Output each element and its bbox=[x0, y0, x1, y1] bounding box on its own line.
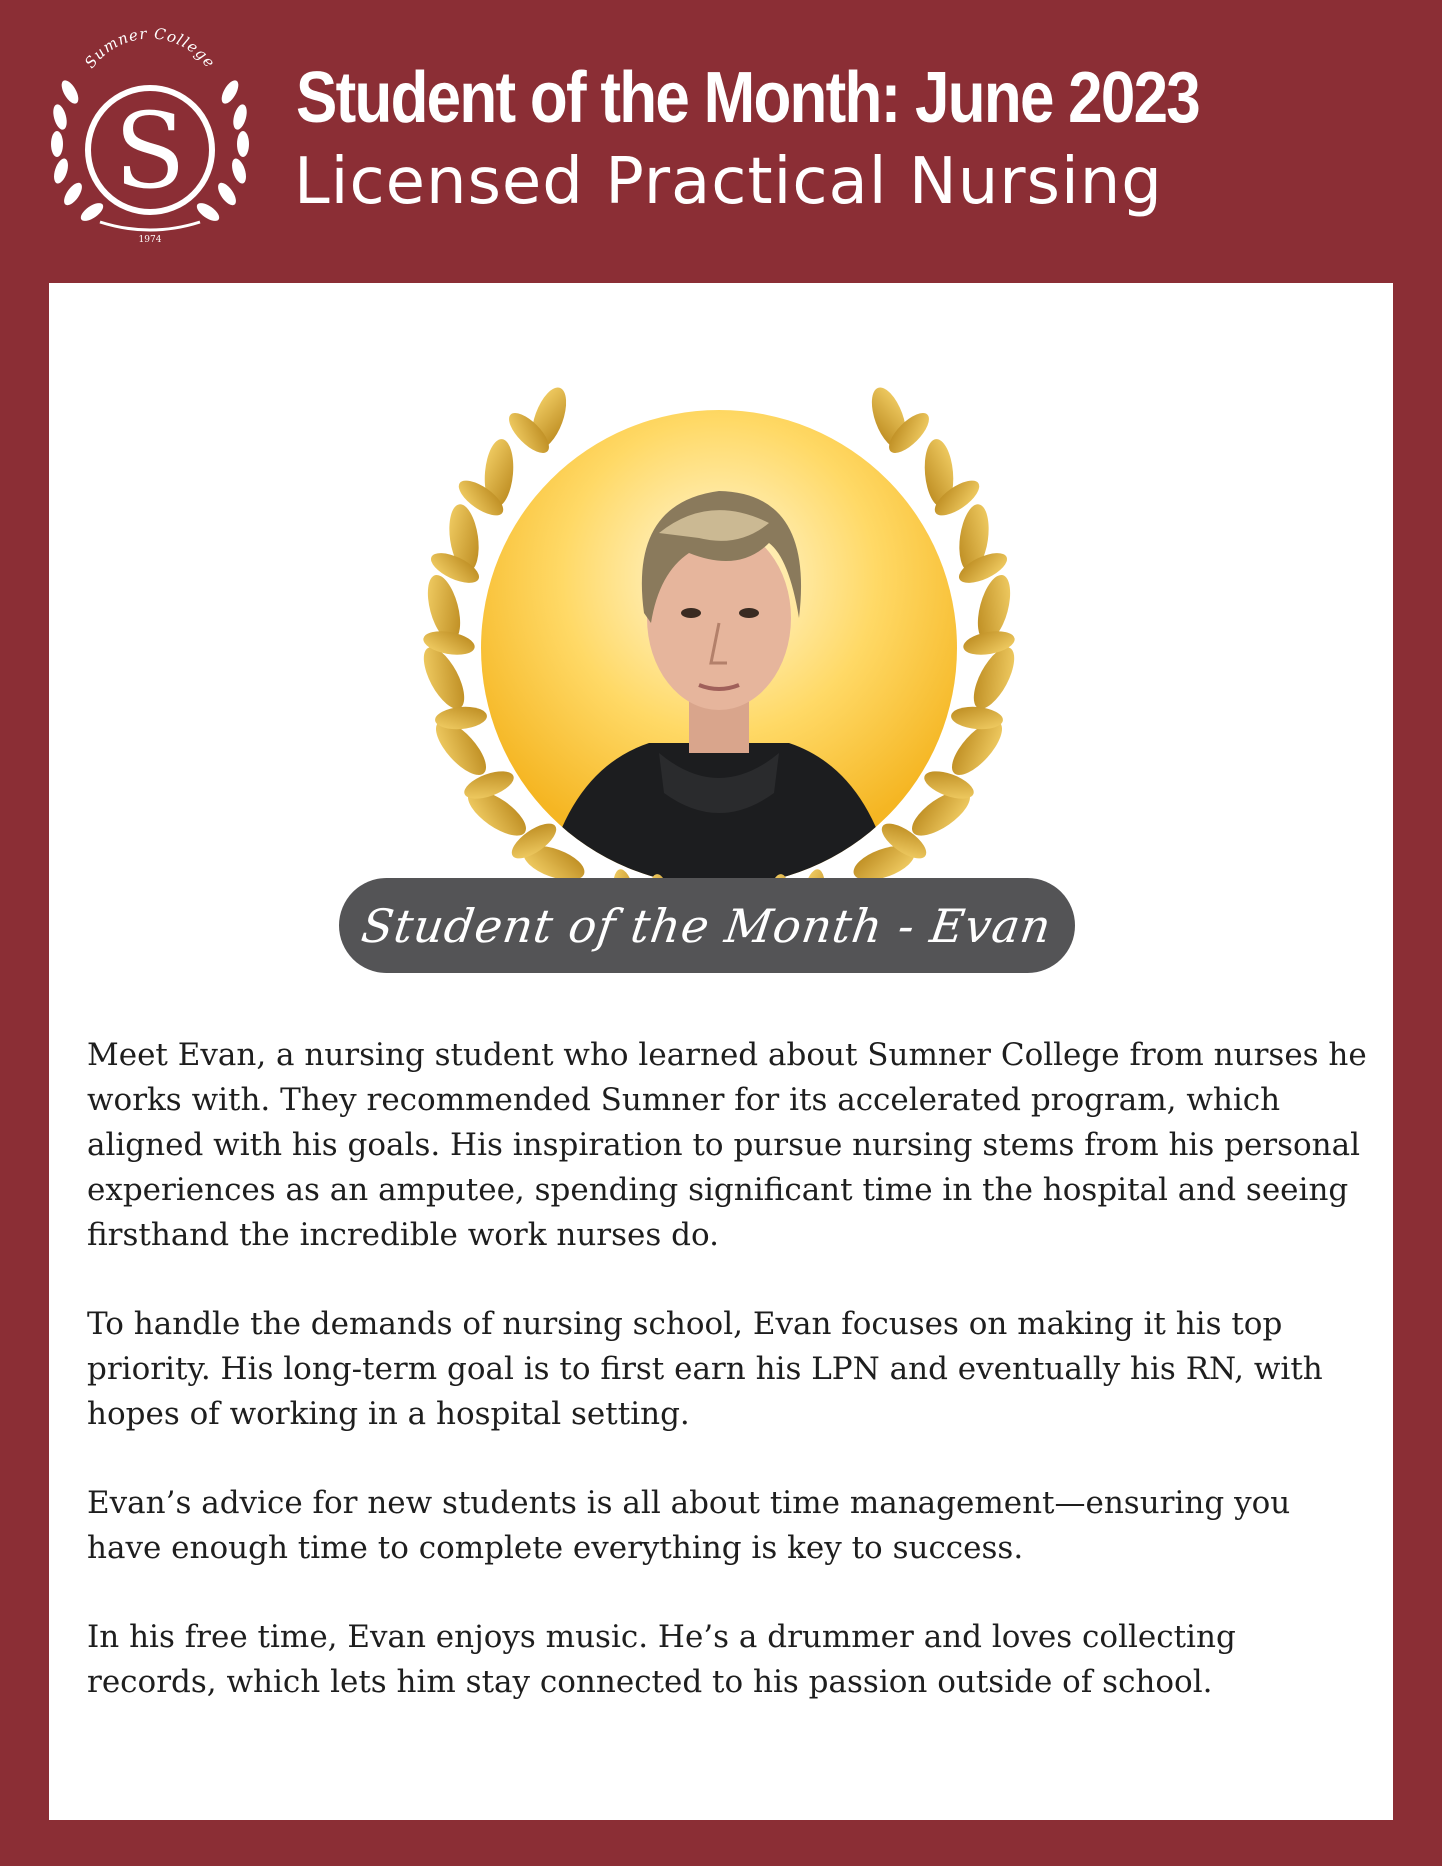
banner-label: Student of the Month - Evan bbox=[358, 898, 1056, 953]
article-body bbox=[87, 1033, 1367, 1749]
sumner-college-logo bbox=[40, 22, 260, 252]
paragraph-intro: Meet Evan, a nursing student who learned about Sumner College from nurses he works with. They recommended Sumner for its accelerated program, which aligned with his goals. His inspiration to pursue nursing stems from his personal experiences as an amputee, spending significant time in the hospital and seeing firsthand the incredible work nurses do. bbox=[87, 1037, 1367, 1253]
paragraph-hobbies: In his free time, Evan enjoys music. He’s a drummer and loves collecting records, which lets him stay connected to his passion outside of school. bbox=[87, 1619, 1236, 1700]
content-panel bbox=[49, 283, 1393, 1820]
paragraph-goals: To handle the demands of nursing school, Evan focuses on making it his top priority. His long-term goal is to first earn his LPN and eventually his RN, with hopes of working in a hospital setting. bbox=[87, 1306, 1323, 1432]
paragraph-advice: Evan’s advice for new students is all about time management—ensuring you have enough time to complete everything is key to success. bbox=[87, 1485, 1291, 1566]
svg-text:Sumner College: Sumner College bbox=[80, 24, 220, 72]
program-subtitle: Licensed Practical Nursing bbox=[294, 145, 1163, 219]
student-portrait-medal bbox=[389, 373, 1049, 913]
page-title: Student of the Month: June 2023 bbox=[296, 58, 1200, 138]
student-of-month-banner bbox=[339, 878, 1075, 973]
svg-text:1974: 1974 bbox=[138, 235, 162, 245]
svg-text:S: S bbox=[114, 90, 186, 212]
